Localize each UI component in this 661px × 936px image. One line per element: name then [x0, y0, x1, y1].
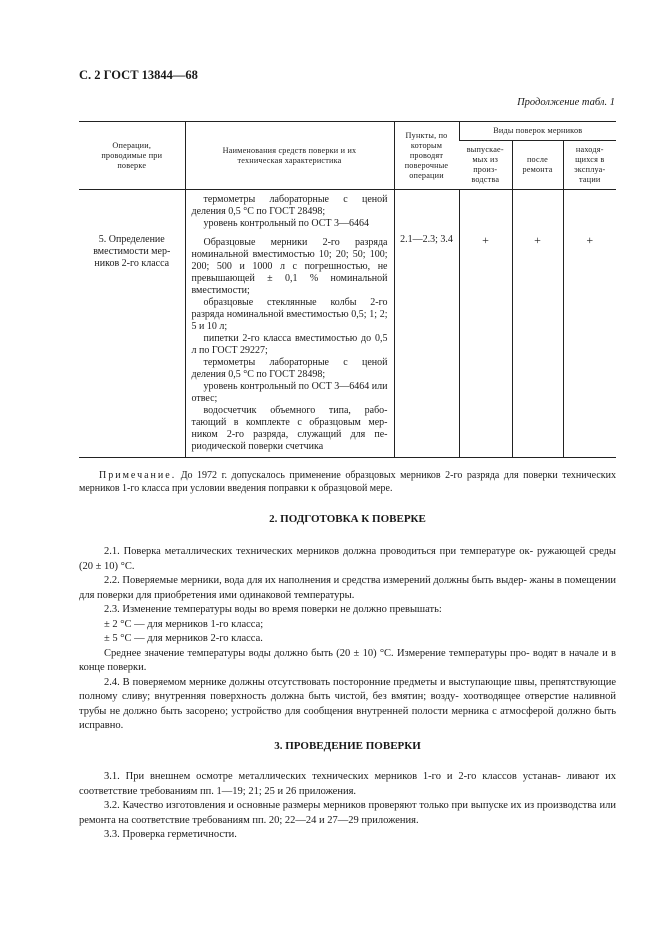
section-3-title: 3. ПРОВЕДЕНИЕ ПОВЕРКИ — [274, 740, 421, 752]
col-header-production: выпускае- мых из произ- водства — [459, 141, 512, 190]
table-note — [79, 470, 616, 495]
section-3-body — [79, 770, 616, 843]
paragraph: 3.1. При внешнем осмотре металлических технических мерников 1-го и 2-го классов устанав- ливают их соответствие требованиям пп. 1—19; 21; 25 и 26 приложения. — [79, 771, 616, 797]
operation-text: 5. Определение вместимости мер- ников 2-го класса — [93, 234, 171, 269]
means-item: пипетки 2-го класса вместимостью до 0,5 л по ГОСТ 29227; — [191, 333, 388, 356]
means-item: термометры лабораторные с ценой деления 0,5 °С по ГОСТ 28498; — [191, 194, 388, 217]
section-2-body — [79, 545, 616, 734]
col-header-operating: находя- щихся в эксплуа- тации — [563, 141, 616, 190]
verification-table — [79, 121, 616, 458]
col-header-types: Виды поверок мерников — [459, 122, 616, 141]
paragraph: Среднее значение температуры воды должно быть (20 ± 10) °С. Измерение температуры про- водят в начале и в конце поверки. — [79, 647, 616, 673]
paragraph: 2.3. Изменение температуры воды во время поверки не должно превышать: — [104, 604, 442, 615]
means-item: термометры лабораторные с ценой деления 0,5 °С по ГОСТ 28498; — [191, 357, 388, 380]
mark-repair: + — [512, 190, 563, 458]
operation-cell — [79, 190, 185, 458]
paragraph: 3.3. Проверка герметичности. — [104, 829, 237, 840]
paragraph: ± 2 °С — для мерников 1-го класса; — [104, 618, 264, 630]
points-cell: 2.1—2.3; 3.4 — [394, 190, 459, 458]
col-header-points: Пункты, по которым проводят поверочные операции — [394, 122, 459, 190]
note-text: До 1972 г. допускалось применение образцовых мерников 2-го разряда для поверки технических мерников 1-го класса при условии введения поправки к образцовой мере. — [79, 470, 616, 494]
page-header: С. 2 ГОСТ 13844—68 — [79, 68, 198, 82]
mark-operating: + — [563, 190, 616, 458]
means-item: водосчетчик объемного типа, рабо- тающий в комплекте с образцовым мер- ником 2-го разряда, служащий для пе- риодической поверки счетчика — [191, 405, 388, 452]
section-2-title: 2. ПОДГОТОВКА К ПОВЕРКЕ — [269, 513, 426, 525]
col-header-operation: Операции, проводимые при поверке — [79, 122, 185, 190]
means-item: образцовые стеклянные колбы 2-го разряда номинальной вместимостью 0,5; 1; 2; 5 и 10 л; — [191, 297, 388, 332]
paragraph: ± 5 °С — для мерников 2-го класса. — [104, 633, 263, 644]
paragraph: 3.2. Качество изготовления и основные размеры мерников проверяют только при выпуске их из производства или ремонта на соответствие требованиям пп. 20; 22—24 и 27—29 приложения. — [79, 800, 616, 826]
col-header-means: Наименования средств поверки и их техническая характеристика — [185, 122, 394, 190]
col-header-repair: после ремонта — [512, 141, 563, 190]
means-item: уровень контрольный по ОСТ 3—6464 или отвес; — [191, 381, 388, 404]
mark-production: + — [459, 190, 512, 458]
table-continuation-label: Продолжение табл. 1 — [517, 97, 615, 108]
paragraph: 2.2. Поверяемые мерники, вода для их наполнения и средства измерений должны быть выдер- жаны в помещении для поверки для приобретения ими одинаковой температуры. — [79, 575, 616, 601]
paragraph: 2.1. Поверка металлических технических мерников должна проводиться при температуре ок- ружающей среды (20 ± 10) °С. — [79, 546, 616, 572]
paragraph: 2.4. В поверяемом мернике должны отсутствовать посторонние предметы и выступающие швы, препятствующие полному сливу; внутренняя поверхность должна быть чистой, без вмятин; возду- хоотводящее отверстие наливной трубы не должно быть засорено; устройство для сообщения внутренней полости мерника с атмосферой должно быть исправно. — [79, 676, 616, 731]
means-item: Образцовые мерники 2-го разряда номинальной вместимостью 10; 20; 50; 100; 200; 500 и 1000 л с погрешностью, не превышающей ± 0,1 % номинальной вместимости; — [191, 237, 388, 296]
means-item: уровень контрольный по ОСТ 3—6464 — [203, 218, 370, 229]
note-label: Примечание. — [99, 470, 177, 481]
means-cell — [185, 190, 394, 458]
